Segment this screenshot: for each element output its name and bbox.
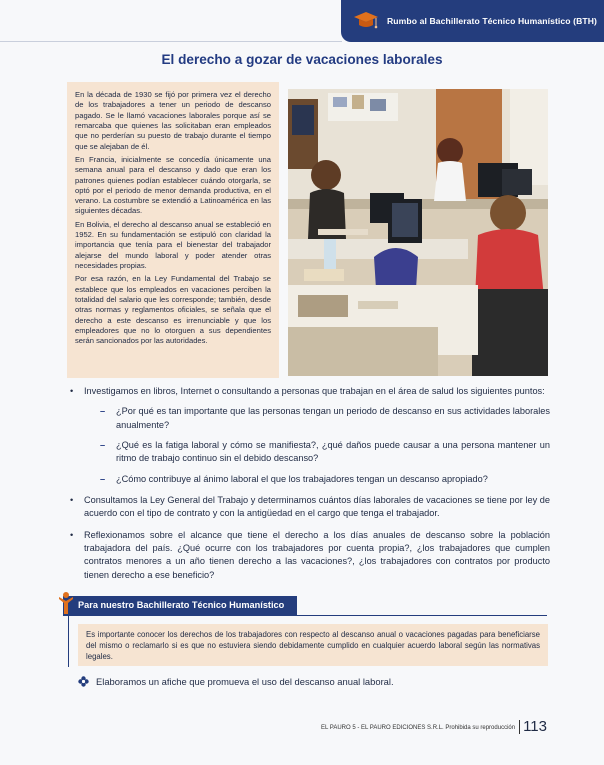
office-workers-photo	[288, 89, 548, 376]
section-side-line	[68, 615, 69, 667]
intro-paragraph: En Francia, inicialmente se concedía únicamente una semana anual para el descanso y dado que eran los patrones quienes podían establecer cuándo otorgarla, se optó por el periodo de menor demanda productiva, en el verano. La costumbre se extendió a Latinoamérica en las siguientes décadas.	[75, 154, 271, 216]
question-text: ¿Cómo contribuye al ánimo laboral el que los trabajadores tengan un descanso apropiado?	[116, 473, 488, 484]
section-underline	[63, 615, 547, 616]
dash-marker: –	[100, 473, 106, 484]
consult-text: Consultamos la Ley General del Trabajo y determinamos cuántos días laborales de vacaciones se tiene por ley de acuerdo con el tipo de contrato y con la antigüedad en el cargo que tenga el trabajador.	[84, 495, 550, 519]
bullet-dot: •	[70, 495, 74, 506]
question-item	[84, 439, 550, 466]
list-item	[66, 494, 550, 521]
bth-note-box: Es importante conocer los derechos de los trabajadores con respecto al descanso anual o vacaciones pagadas para beneficiarse del mismo o reclamarlo si es que no estuviera siendo debidamente cumplido en cualquier acuerdo laboral según las normativas legales.	[78, 624, 548, 666]
poster-task-text: Elaboramos un afiche que promueva el uso del descanso anual laboral.	[96, 676, 394, 687]
dash-marker: –	[100, 406, 106, 417]
activity-list	[66, 385, 550, 590]
question-item	[84, 405, 550, 432]
page-title: El derecho a gozar de vacaciones laborales	[161, 52, 443, 67]
publisher-note: EL PAURO 5 - EL PAURO EDICIONES S.R.L. Prohibida su reproducción	[321, 725, 516, 731]
person-figure-icon	[57, 591, 75, 615]
question-text: ¿Por qué es tan importante que las personas tengan un periodo de descanso en sus actividades laborales anualmente?	[116, 406, 550, 430]
question-text: ¿Qué es la fatiga laboral y cómo se manifiesta?, ¿qué daños puede causar a una persona mantener un ritmo de trabajo continuo sin el debido descanso?	[116, 440, 550, 464]
investigate-text: Investigamos en libros, Internet o consultando a personas que trabajan en el área de salud los siguientes puntos:	[84, 386, 545, 396]
poster-task	[78, 676, 394, 687]
series-title: Rumbo al Bachillerato Técnico Humanístico (BTH)	[387, 16, 598, 26]
intro-text-box	[67, 82, 279, 378]
footer-separator	[519, 720, 520, 734]
question-item	[84, 473, 550, 486]
reflect-text: Reflexionamos sobre el alcance que tiene el derecho a los días anuales de descanso sobre la población trabajadora del país. ¿Qué ocurre con los trabajadores por cuenta propia?, ¿los trabajadores que cumplen contratos menores a un año tienen derecho a las vacaciones?, ¿los trabajadores con contratos por producto tienen derecho a ese beneficio?	[84, 529, 550, 580]
header-tab	[341, 0, 604, 42]
bullet-dot: •	[70, 386, 74, 396]
intro-paragraph: En Bolivia, el derecho al descanso anual se estableció en 1952. En su fundamentación se estipuló con claridad la importancia que tenía para el bienestar del trabajador alejarse del mundo laboral y poder atender otras necesidades propias.	[75, 219, 271, 270]
list-item	[66, 385, 550, 486]
intro-paragraph: Por esa razón, en la Ley Fundamental del Trabajo se establece que los empleados en vacaciones perciben la totalidad del salario que les corresponde; también, desde otras normas y reglamentos oficiales, se señala que el derecho a este descanso es irrenunciable y que los empleadores que no lo otorguen a sus dependientes serán sancionados por las autoridades.	[75, 274, 271, 346]
flower-bullet-icon	[78, 676, 89, 687]
header-divider	[0, 41, 342, 42]
dash-marker: –	[100, 440, 106, 451]
header-band	[0, 0, 604, 44]
graduation-cap-icon	[353, 10, 379, 32]
page-number: 113	[523, 718, 547, 735]
list-item	[66, 529, 550, 582]
section-title: Para nuestro Bachillerato Técnico Humanístico	[78, 600, 285, 610]
intro-paragraph: En la década de 1930 se fijó por primera vez el derecho de los trabajadores a tener un periodo de descanso pagado. Se le llamó vacaciones laborales porque así se remarcaba que quienes las solicitaban eran empleados que no perderían su puesto de trabajo durante el tiempo que se alejaban de él.	[75, 90, 271, 151]
bth-section-header	[63, 596, 547, 616]
page-footer	[321, 719, 547, 734]
bullet-dot: •	[70, 529, 74, 540]
